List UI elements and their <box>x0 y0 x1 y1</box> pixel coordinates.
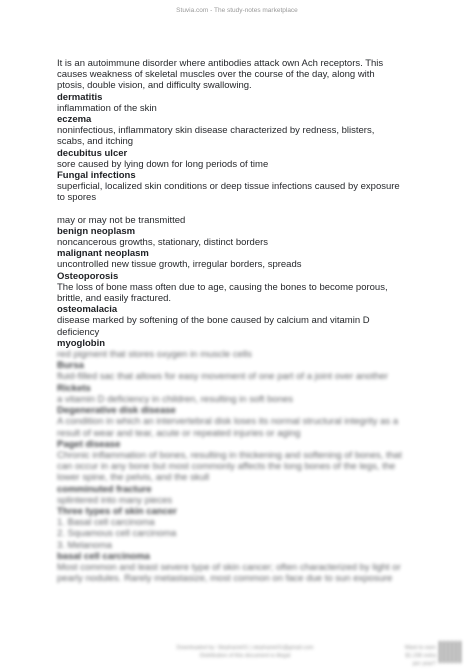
entry-term: comminuted fracture <box>57 483 152 495</box>
entry-term: Degenerative disk disease <box>57 405 176 417</box>
footer-line: Distribution of this document is illegal <box>199 653 291 659</box>
entry-term: myoglobin <box>57 337 106 349</box>
entry-term: dermatitis <box>57 91 103 103</box>
entry-definition: splintered into many pieces <box>57 494 173 506</box>
entry <box>57 226 403 248</box>
entry-term: malignant neoplasm <box>57 248 149 260</box>
entry-term: basal cell carcinoma <box>57 550 150 562</box>
entry-term: decubitus ulcer <box>57 147 128 159</box>
entry <box>57 248 403 270</box>
footer-line: $1.236 extra per year? <box>405 653 436 667</box>
entry-term: Paget disease <box>57 438 121 450</box>
entry-definition: red pigment that stores oxygen in muscle cells <box>57 349 252 361</box>
qr-code-icon <box>439 641 461 663</box>
intro-text: It is an autoimmune disorder where antibodies attack own Ach receptors. This causes weakness of skeletal muscles over the course of the day, along with ptosis, double vision, and difficulty swallowing. <box>57 58 384 92</box>
entry-definition: a vitamin D deficiency in children, resulting in soft bones <box>57 393 294 405</box>
entry-definition: Chronic inflammation of bones, resulting in thickening and softening of bones, that can occur in any bone but most commonly affects the long bones of the legs, the lower spine, the pelvis, and the skull <box>57 449 402 484</box>
entry <box>57 338 403 360</box>
entry <box>57 114 403 148</box>
study-notes <box>57 58 403 584</box>
entry-definition: 1. Basal cell carcinoma 2. Squamous cell carcinoma 3. Melanoma <box>57 517 177 551</box>
entry-definition: noninfectious, inflammatory skin disease characterized by redness, blisters, scabs, and itching <box>57 125 375 148</box>
entry-definition: Most common and least severe type of skin cancer; often characterized by light or pearly nodules. Rarely metastasize, most common on face due to sun exposure <box>57 561 401 585</box>
blurred-preview <box>57 360 403 584</box>
footer-download-info <box>155 644 335 660</box>
entry-definition: inflammation of the skin <box>57 102 157 114</box>
entry-term: Three types of skin cancer <box>57 505 177 517</box>
entry <box>57 148 403 170</box>
site-header: Stuvia.com - The study-notes marketplace <box>176 7 298 14</box>
entry-definition: sore caused by lying down for long periods of time <box>57 158 269 170</box>
entry-term: Bursa <box>57 360 84 372</box>
footer-promo[interactable] <box>398 644 436 668</box>
entry-definition: disease marked by softening of the bone caused by calcium and vitamin D deficiency <box>57 315 370 338</box>
entry-definition: fluid-filled sac that allows for easy movement of one part of a joint over another <box>57 371 389 383</box>
entry-definition: noncancerous growths, stationary, distinct borders <box>57 237 269 249</box>
footer-line: Downloaded by: Stephanie01 | stephanie01@gmail.com <box>176 645 314 651</box>
entry-definition: The loss of bone mass often due to age, causing the bones to become porous, brittle, and easily fractured. <box>57 281 388 305</box>
entry-term: Fungal infections <box>57 170 136 182</box>
entry-term: Osteoporosis <box>57 270 119 282</box>
entry <box>57 271 403 305</box>
spacer <box>57 204 403 215</box>
entry-term: eczema <box>57 114 92 126</box>
entry-definition: uncontrolled new tissue growth, irregular borders, spreads <box>57 259 302 271</box>
entry <box>57 92 403 114</box>
page-footer <box>0 641 474 665</box>
entry-term: Rickets <box>57 382 91 394</box>
entry-definition: A condition in which an intervertebral disk loses its normal structural integrity as a result of wear and tear, acute or repeated injuries or aging <box>57 416 399 439</box>
footer-line: Want to earn <box>404 645 436 651</box>
entry-definition: superficial, localized skin conditions or deep tissue infections caused by exposure to spores <box>57 181 400 204</box>
entry <box>57 215 403 226</box>
entry-term: osteomalacia <box>57 304 118 316</box>
entry <box>57 170 403 204</box>
entry-definition: may or may not be transmitted <box>57 214 186 226</box>
entry <box>57 304 403 338</box>
entry-term: benign neoplasm <box>57 225 136 237</box>
